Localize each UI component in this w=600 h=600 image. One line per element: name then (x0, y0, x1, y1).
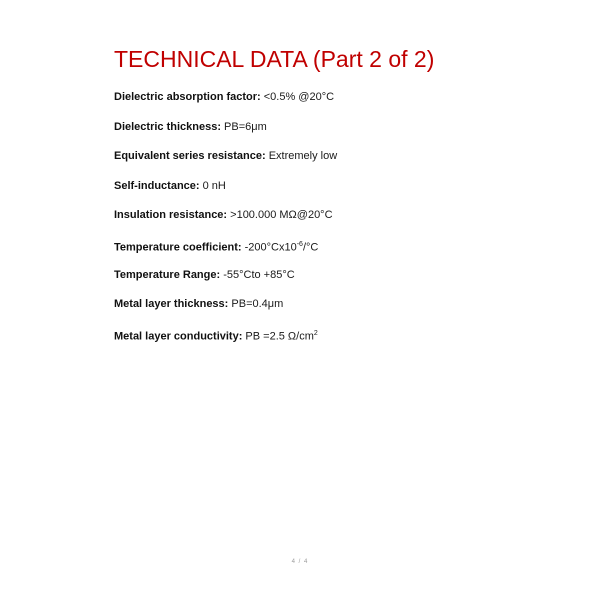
spec-row-self-inductance (114, 178, 574, 208)
page-number: 4 / 4 (291, 559, 309, 565)
spec-label: Metal layer thickness: (114, 298, 229, 311)
page-title: TECHNICAL DATA (Part 2 of 2) (114, 46, 435, 72)
spec-value: -200°Cx10 (241, 241, 297, 254)
spec-value: -55°Cto +85°C (220, 268, 295, 281)
spec-row-metal-layer-conductivity (114, 326, 574, 356)
spec-value: PB =2.5 Ω/cm (242, 330, 314, 343)
technical-data-list (114, 89, 574, 355)
spec-value: PB=0.4μm (228, 298, 284, 311)
spec-value: Extremely low (265, 150, 338, 163)
spec-value: >100.000 MΩ@20°C (227, 209, 333, 222)
spec-row-dielectric-thickness (114, 119, 574, 149)
spec-label: Dielectric thickness: (114, 120, 221, 133)
spec-label: Temperature Range: (114, 268, 221, 281)
spec-label: Insulation resistance: (114, 209, 228, 222)
spec-value-exponent: 2 (313, 329, 318, 337)
spec-value: <0.5% @20°C (260, 91, 335, 103)
spec-value: 0 nH (199, 179, 226, 192)
spec-label: Metal layer conductivity: (114, 330, 243, 343)
spec-row-dielectric-absorption (114, 89, 574, 119)
spec-row-insulation-resistance (114, 207, 574, 237)
spec-label: Dielectric absorption factor: (114, 91, 261, 103)
spec-row-temperature-range (114, 267, 574, 297)
spec-value: PB=6μm (221, 120, 267, 133)
spec-row-metal-layer-thickness (114, 296, 574, 326)
spec-label: Temperature coefficient: (114, 241, 242, 254)
spec-value-suffix: /°C (302, 241, 319, 254)
spec-row-equivalent-series-resistance (114, 148, 574, 178)
spec-row-temperature-coefficient (114, 237, 574, 267)
spec-value-exponent: -6 (296, 240, 303, 248)
spec-label: Equivalent series resistance: (114, 150, 266, 163)
spec-label: Self-inductance: (114, 179, 200, 192)
